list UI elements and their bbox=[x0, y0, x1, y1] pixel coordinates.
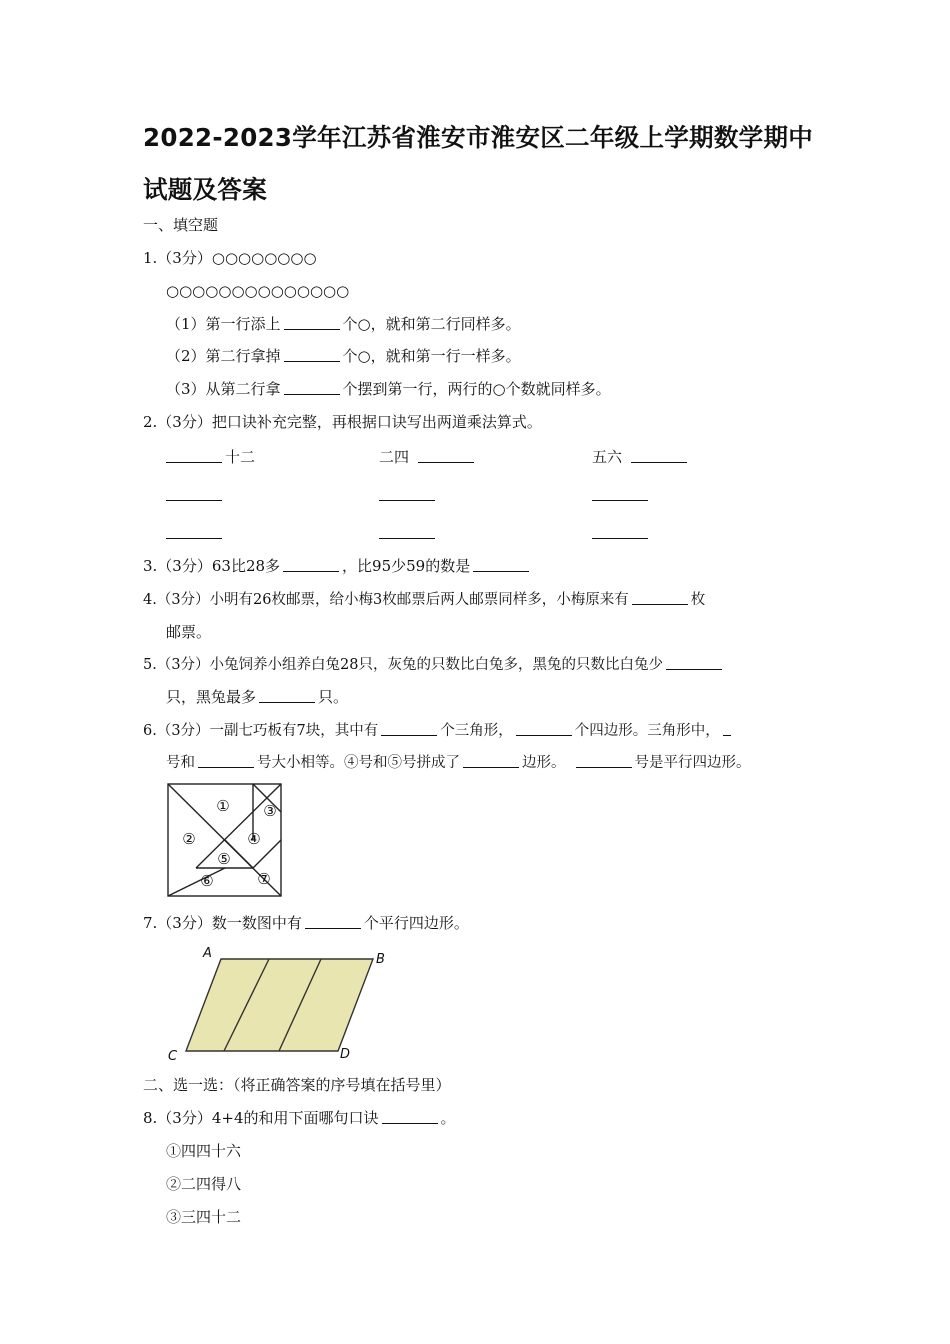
question-4 bbox=[143, 589, 705, 610]
answer-blank[interactable] bbox=[284, 314, 340, 330]
question-5-text-3: 只。 bbox=[318, 688, 349, 706]
question-3-text-2: ，比95少59的数是 bbox=[342, 557, 471, 575]
tangram-label-1: ① bbox=[216, 797, 230, 815]
q2-rhyme-3 bbox=[592, 447, 690, 467]
q2-rhyme-3-text: 五六 bbox=[592, 448, 623, 466]
question-8-option-1[interactable]: ①四四十六 bbox=[166, 1142, 242, 1160]
tangram-figure bbox=[166, 782, 284, 898]
answer-blank[interactable] bbox=[382, 1108, 438, 1124]
question-6 bbox=[143, 720, 734, 741]
question-1-sub1-text: （1）第一行添上 bbox=[166, 315, 281, 333]
q2-equation-blank[interactable] bbox=[592, 485, 648, 505]
answer-blank[interactable] bbox=[666, 654, 722, 670]
vertex-label-d: D bbox=[340, 1047, 351, 1062]
question-8 bbox=[143, 1108, 456, 1128]
parallelogram-figure bbox=[166, 942, 396, 1064]
question-5 bbox=[143, 654, 722, 675]
q2-rhyme-1-text: 十二 bbox=[225, 448, 256, 466]
vertex-label-b: B bbox=[376, 952, 385, 967]
answer-blank[interactable] bbox=[284, 346, 340, 362]
question-5-text: 5.（3分）小兔饲养小组养白兔28只，灰兔的只数比白兔多，黑兔的只数比白兔少 bbox=[143, 657, 664, 673]
question-6-cont bbox=[166, 752, 751, 773]
parallelogram-shape bbox=[186, 959, 373, 1051]
question-6-text-6: 边形。 bbox=[522, 755, 566, 771]
answer-blank[interactable] bbox=[283, 556, 339, 572]
tangram-label-3: ③ bbox=[263, 802, 277, 820]
question-1-head: 1.（3分） bbox=[143, 249, 212, 267]
question-5-text-2: 只，黑兔最多 bbox=[166, 688, 257, 706]
question-6-text-3: 个四边形。三角形中， bbox=[574, 723, 720, 739]
title-line-1: 2022-2023学年江苏省淮安市淮安区二年级上学期数学期中 bbox=[143, 123, 814, 152]
vertex-label-c: C bbox=[168, 1049, 178, 1064]
document-title bbox=[143, 112, 823, 216]
tangram-label-6: ⑥ bbox=[200, 872, 214, 890]
question-4-text-2: 枚 bbox=[690, 592, 706, 608]
question-3-text: 3.（3分）63比28多 bbox=[143, 557, 281, 575]
question-1-sub3 bbox=[166, 379, 611, 399]
question-8-option-2[interactable]: ②二四得八 bbox=[166, 1175, 242, 1193]
answer-blank[interactable] bbox=[284, 379, 340, 395]
question-4-text: 4.（3分）小明有26枚邮票，给小梅3枚邮票后两人邮票同样多，小梅原来有 bbox=[143, 592, 629, 608]
answer-blank[interactable] bbox=[166, 447, 222, 463]
answer-blank[interactable] bbox=[259, 687, 315, 703]
vertex-label-a: A bbox=[203, 946, 212, 961]
q2-equation-blank[interactable] bbox=[592, 523, 648, 543]
question-7-text: 7.（3分）数一数图中有 bbox=[143, 914, 302, 932]
title-line-2: 试题及答案 bbox=[143, 175, 267, 204]
question-8-text-2: 。 bbox=[440, 1109, 456, 1127]
question-1-row1: ○○○○○○○○ bbox=[211, 249, 317, 267]
question-7-text-2: 个平行四边形。 bbox=[363, 914, 469, 932]
tangram-line bbox=[168, 868, 225, 896]
q2-rhyme-2-text: 二四 bbox=[379, 448, 410, 466]
question-1 bbox=[143, 248, 317, 268]
question-1-sub3-text: （3）从第二行拿 bbox=[166, 380, 281, 398]
question-4-cont: 邮票。 bbox=[166, 623, 212, 641]
answer-blank[interactable] bbox=[631, 447, 687, 463]
section-1-heading: 一、填空题 bbox=[143, 216, 219, 234]
tangram-line bbox=[196, 784, 281, 868]
q2-equation-blank[interactable] bbox=[379, 523, 435, 543]
answer-blank[interactable] bbox=[632, 589, 688, 605]
answer-blank[interactable] bbox=[305, 913, 361, 929]
question-2: 2.（3分）把口诀补充完整，再根据口诀写出两道乘法算式。 bbox=[143, 413, 542, 431]
answer-blank[interactable] bbox=[463, 752, 519, 768]
answer-blank[interactable] bbox=[473, 556, 529, 572]
q2-equation-blank[interactable] bbox=[379, 485, 435, 505]
question-6-text-4: 号和 bbox=[166, 755, 195, 771]
question-1-sub1 bbox=[166, 314, 521, 334]
q2-rhyme-2 bbox=[379, 447, 477, 467]
question-1-sub2-text: （2）第二行拿掉 bbox=[166, 347, 281, 365]
q2-equation-blank[interactable] bbox=[166, 485, 222, 505]
q2-equation-blank[interactable] bbox=[166, 523, 222, 543]
section-2-heading: 二、选一选：（将正确答案的序号填在括号里） bbox=[143, 1076, 451, 1094]
question-6-text: 6.（3分）一副七巧板有7块，其中有 bbox=[143, 723, 379, 739]
question-1-sub2-text-end: 个○，就和第一行一样多。 bbox=[342, 347, 521, 365]
question-1-sub2 bbox=[166, 346, 521, 366]
answer-blank[interactable] bbox=[723, 720, 731, 736]
question-1-sub3-text-end: 个摆到第一行，两行的○个数就同样多。 bbox=[342, 380, 611, 398]
q2-rhyme-1 bbox=[166, 447, 255, 467]
answer-blank[interactable] bbox=[516, 720, 572, 736]
answer-blank[interactable] bbox=[381, 720, 437, 736]
question-6-text-2: 个三角形， bbox=[440, 723, 513, 739]
question-7 bbox=[143, 913, 469, 933]
question-6-text-7: 号是平行四边形。 bbox=[634, 755, 751, 771]
question-8-text: 8.（3分）4+4的和用下面哪句口诀 bbox=[143, 1109, 379, 1127]
question-1-row2: ○○○○○○○○○○○○○○ bbox=[166, 282, 350, 300]
question-3 bbox=[143, 556, 532, 576]
question-6-text-5: 号大小相等。④号和⑤号拼成了 bbox=[257, 755, 460, 771]
tangram-label-4: ④ bbox=[247, 830, 261, 848]
answer-blank[interactable] bbox=[576, 752, 632, 768]
answer-blank[interactable] bbox=[198, 752, 254, 768]
tangram-label-2: ② bbox=[182, 830, 196, 848]
answer-blank[interactable] bbox=[418, 447, 474, 463]
question-1-sub1-text-end: 个○，就和第二行同样多。 bbox=[342, 315, 521, 333]
question-8-option-3[interactable]: ③三四十二 bbox=[166, 1208, 242, 1226]
tangram-label-7: ⑦ bbox=[257, 870, 271, 888]
tangram-label-5: ⑤ bbox=[217, 850, 231, 868]
question-5-cont bbox=[166, 687, 348, 707]
